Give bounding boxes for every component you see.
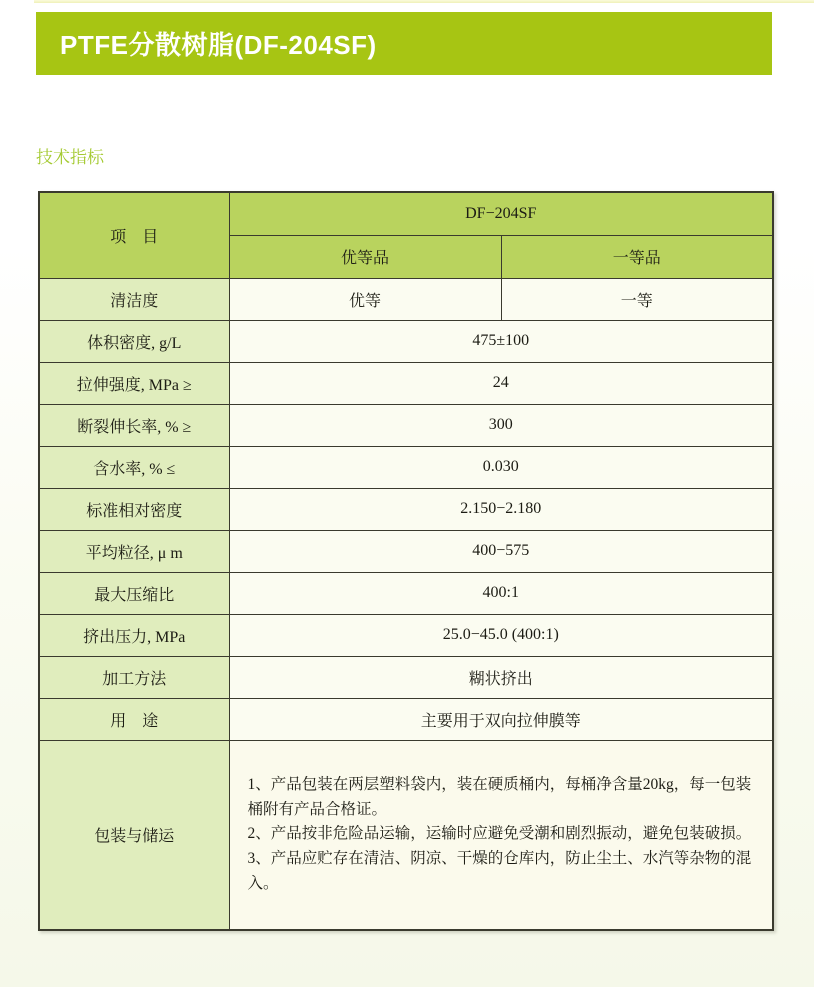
spec-table [38, 191, 774, 931]
table-row-packaging [39, 740, 773, 930]
table-row-application [39, 698, 773, 740]
spec-value-cell: 25.0−45.0 (400:1) [229, 614, 773, 656]
spec-label-cell: 包装与储运 [39, 740, 229, 930]
spec-value-cell: 475±100 [229, 320, 773, 362]
spec-label-cell: 标准相对密度 [39, 488, 229, 530]
spec-label-cell: 体积密度, g/L [39, 320, 229, 362]
spec-value-cell: 糊状挤出 [229, 656, 773, 698]
spec-label-cell: 拉伸强度, MPa ≥ [39, 362, 229, 404]
spec-label-cell: 平均粒径, μ m [39, 530, 229, 572]
spec-label-cell: 清洁度 [39, 278, 229, 320]
spec-value-cell: 400:1 [229, 572, 773, 614]
spec-value-cell: 300 [229, 404, 773, 446]
section-label-tech-specs: 技术指标 [36, 148, 104, 167]
spec-value-premium-cell: 优等 [229, 278, 501, 320]
spec-label-cell: 含水率, % ≤ [39, 446, 229, 488]
table-row-tensile-strength [39, 362, 773, 404]
table-row-cleanliness [39, 278, 773, 320]
table-row-extrusion-pressure [39, 614, 773, 656]
spec-value-cell: 主要用于双向拉伸膜等 [229, 698, 773, 740]
packaging-note-line1: 1、产品包装在两层塑料袋内，装在硬质桶内，每桶净含量20kg，每一包装桶附有产品合格证。 [247, 775, 752, 818]
top-accent-strip [34, 0, 814, 3]
spec-label-cell: 断裂伸长率, % ≥ [39, 404, 229, 446]
packaging-note-line3: 3、产品应贮存在清洁、阴凉、干燥的仓库内，防止尘土、水汽等杂物的混入。 [247, 850, 752, 892]
table-row-relative-density [39, 488, 773, 530]
table-row-processing-method [39, 656, 773, 698]
table-header-row-product [39, 192, 773, 235]
spec-value-cell: 24 [229, 362, 773, 404]
header-item-cell: 项 目 [39, 192, 229, 278]
spec-value-cell: 400−575 [229, 530, 773, 572]
table-row-compression-ratio [39, 572, 773, 614]
table-row-bulk-density [39, 320, 773, 362]
title-banner [36, 12, 772, 75]
table-row-elongation [39, 404, 773, 446]
header-product-cell: DF−204SF [229, 192, 773, 235]
spec-label-cell: 最大压缩比 [39, 572, 229, 614]
header-grade-first-cell: 一等品 [501, 235, 773, 278]
spec-label-cell: 加工方法 [39, 656, 229, 698]
header-grade-premium-cell: 优等品 [229, 235, 501, 278]
spec-value-cell: 2.150−2.180 [229, 488, 773, 530]
spec-value-first-cell: 一等 [501, 278, 773, 320]
spec-label-cell: 挤出压力, MPa [39, 614, 229, 656]
spec-value-cell: 0.030 [229, 446, 773, 488]
packaging-note-line2: 2、产品按非危险品运输，运输时应避免受潮和剧烈振动，避免包装破损。 [247, 825, 752, 843]
spec-value-cell [229, 740, 773, 930]
page-title: PTFE分散树脂(DF-204SF) [60, 30, 377, 60]
spec-label-cell: 用 途 [39, 698, 229, 740]
table-row-particle-size [39, 530, 773, 572]
table-row-moisture [39, 446, 773, 488]
